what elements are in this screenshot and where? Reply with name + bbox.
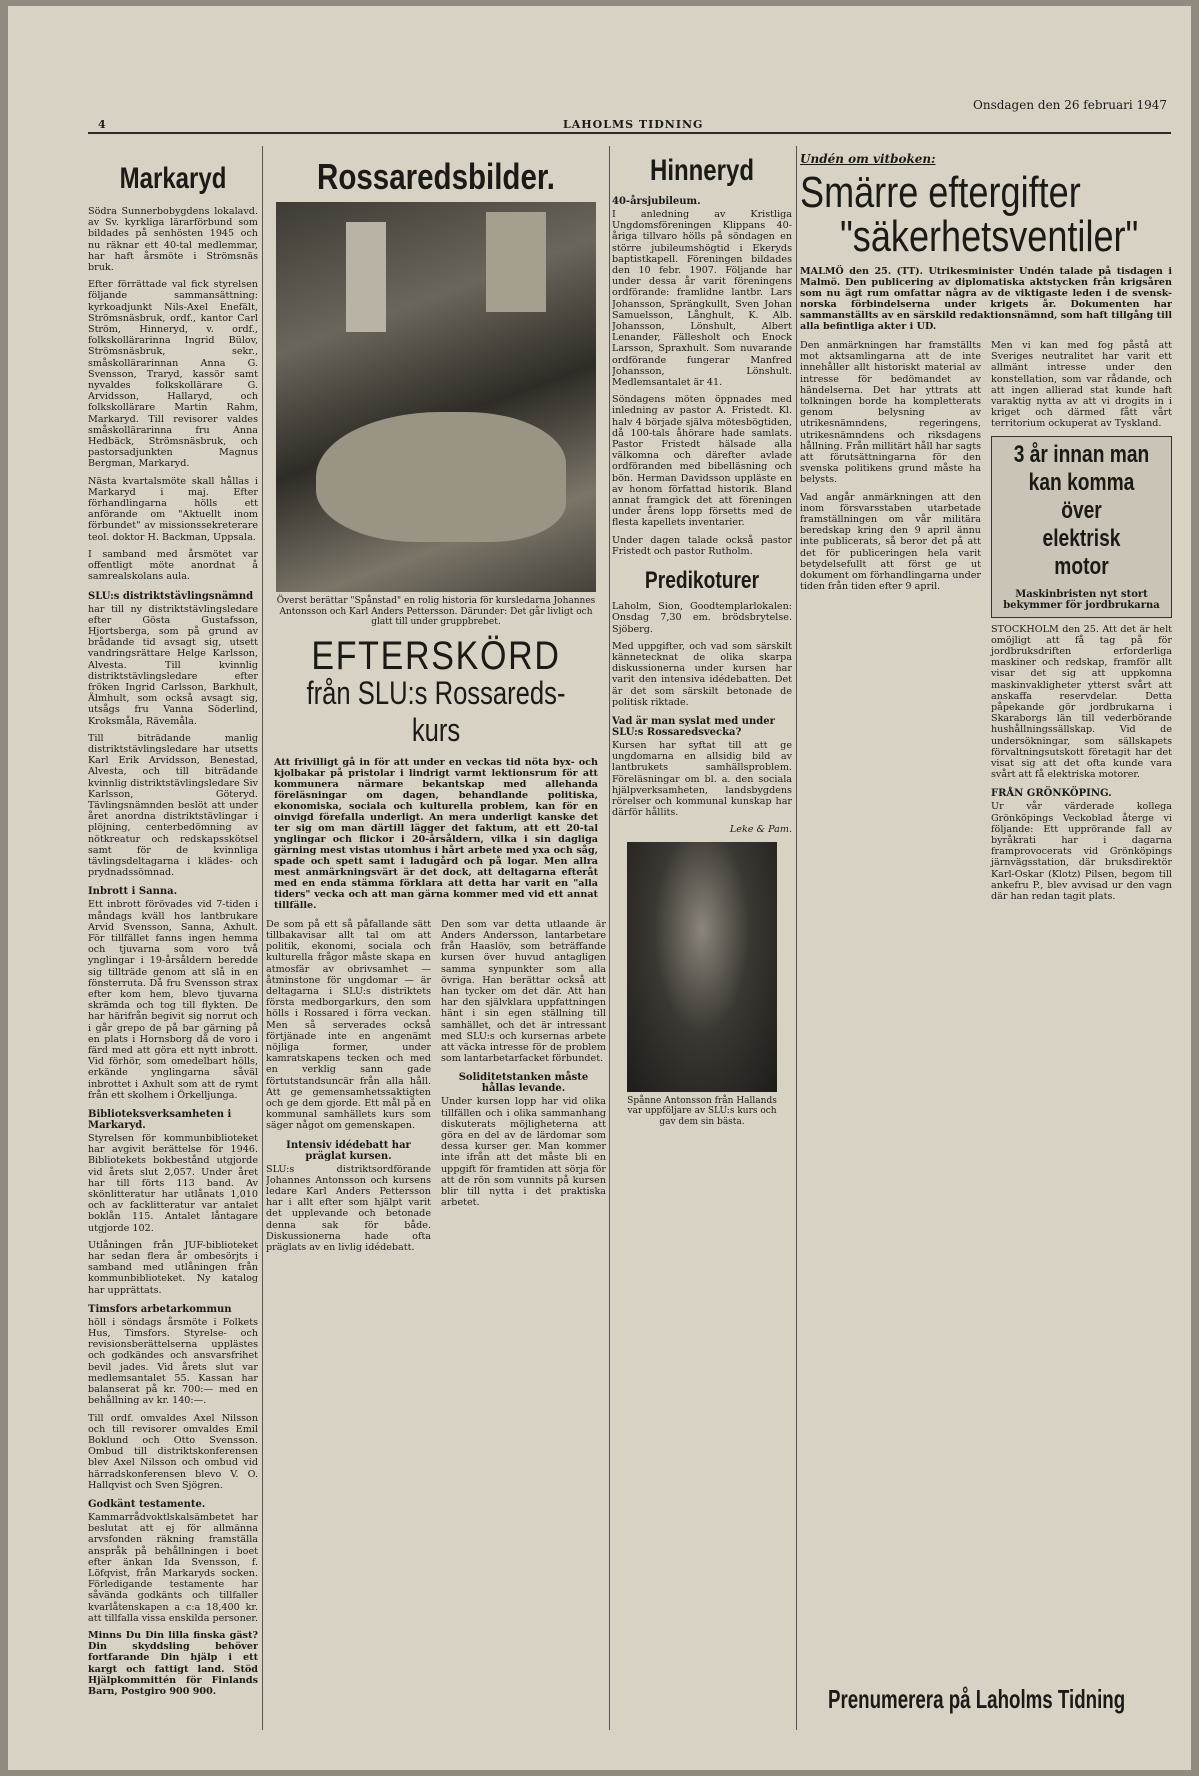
finland-aid-ad: Minns Du Din lilla finska gäst? Din skyddsling behöver fortfarande Din hjälp i ett kargt och fattigt land. Stöd Hjälpkommittén för Finlands Barn, Postgiro 900 900.: [88, 1629, 258, 1697]
motor-headline-1: 3 år innan man: [1013, 440, 1150, 468]
unden-headline-1: Smärre eftergifter: [800, 168, 1081, 217]
markaryd-paragraph: Efter förrättade val fick styrelsen följande sammansättning: kyrkoadjunkt Nils-Axel Enefält, Strömsnäsbruk, ordf., kantor Carl Ström, Hinneryd, v. ordf., folkskollärarinna Ingrid Bülov, Strömsnäsbruk, sekr., småskollärarinnan Anna G. Svensson, Traryd, kassör samt nyvaldes folkskollärare G. Arvidsson, Hallaryd, och folkskollärare Martin Rahm, Markaryd. Till revisorer valdes småskollärarinna fru Anna Hedbäck, Strömsnäsbruk, och pastorsadjunkten Magnus Bergman, Markaryd.: [88, 279, 258, 470]
rossared-column: [266, 146, 606, 1750]
markaryd-paragraph: I samband med årsmötet var offentligt möte anordnat å samrealskolans aula.: [88, 548, 258, 583]
issue-date: Onsdagen den 26 februari 1947: [973, 98, 1168, 112]
hinneryd-paragraph: Kursen har syftat till att ge ungdomarna en allsidig bild av lantbrukets samhällsproblem. Föreläsningar om bl. a. den sociala hjälpverksamheten, landsbygdens rörelser och kommunal kunskap har därför hållits.: [612, 739, 792, 819]
article-paragraph: Den som var detta utlaande är Anders Andersson, lantarbetare från Haaslöv, som beträffande kursen över huvud antagligen samma synpunkter som alla övriga. Han berättar också att han tycker om det där. Att han har den självklara uppfattningen hänt i sin egen ställning till samhället, och det är intressant med SLU:s och kursernas arbete att väcka intresse för de problem som lantarbetarfacket förbundet.: [441, 918, 606, 1065]
markaryd-paragraph: Till biträdande manlig distriktstävlingsledare har utsetts Karl Erik Arvidsson, Benestad, Alvesta, och till biträdande kvinnlig distriktstävlingsledare Siv Karlsson, Göteryd. Tävlingsnämnden beslöt att under året anordna distriktstävlingar i plöjning, centerbedömning av nötkreatur och redskapsskötsel samt för de kvinnliga tävlingsdeltagarna i klädes- och prydnadssömnad.: [88, 732, 258, 879]
photo-window: [346, 222, 386, 332]
markaryd-paragraph: Södra Sunnerbobygdens lokalavd. av Sv. kyrkliga lärarförbund som bildades på senhösten 1945 och nu räknar ett 40-tal medlemmar, har haft årsmöte i Strömsnäs bruk.: [88, 206, 258, 274]
column-rule: [262, 146, 263, 1730]
unden-kicker: Undén om vitboken:: [800, 152, 936, 166]
gronkoping-paragraph: Ur vår värderade kollega Grönköpings Veckoblad återge vi följande: Ett upprörande fall av byråkrati har i dagarna framprovocerats vid Grönköpings järnvägsstation, där bruksdirektör Karl-Oskar (Klotz) Pilsen, begom till ankefru P., blev avvisad ur den vagn där han redan tagit plats.: [991, 801, 1172, 903]
motor-subheadline: Maskinbristen nyt stort bekymmer för jordbrukarna: [1003, 588, 1160, 611]
markaryd-subheading: SLU:s distriktstävlingsnämnd: [88, 590, 254, 602]
photo-window: [486, 212, 546, 312]
markaryd-paragraph: har till ny distriktstävlingsledare efter Gösta Gustafsson, Hjortsberga, som på grund av brådande tid avsagt sig, utsett vandringsrättare Helge Karlsson, Alvesta. Till kvinnlig distriktstävlingsledare efter fröken Ingrid Carlsson, Barkhult, Älmhult, som också avsagt sig, utsågs fru Vanna Söderlind, Kroksmåla, Rävemåla.: [88, 603, 258, 727]
unden-body: [800, 340, 1172, 908]
article-subheading: Soliditetstanken måste hållas levande.: [458, 1072, 589, 1095]
article-subheading: Intensiv idédebatt har präglat kursen.: [286, 1139, 411, 1162]
hinneryd-paragraph: Under dagen talade också pastor Fristedt och pastor Rutholm.: [612, 534, 792, 557]
unden-column: [800, 146, 1172, 1750]
hinneryd-heading: Hinneryd: [649, 154, 755, 187]
motor-headline-2: kan komma över: [1028, 468, 1135, 524]
predikoturer-heading: Predikoturer: [644, 567, 760, 595]
unden-paragraph: Den anmärkningen har framställts mot aktsamlingarna att de inte innehåller allt historiskt material av intresse för bedömandet av händelserna. Det har yttrats att tolkningen borde ha kompletterats genom belysning av utrikesnämndens, regeringens, utrikesnämndens och riksdagens hållning. Från millitärt håll har sagts att förutsättningarna för den svenska politikens grund måste ha belysts.: [800, 340, 981, 486]
markaryd-paragraph: Utlåningen från JUF-biblioteket har sedan flera år ombesörjts i samband med utlåningen från kommunbiblioteket. Ny katalog har upprättats.: [88, 1239, 258, 1296]
efterskord-subheadline: från SLU:s Rossareds-kurs: [306, 674, 566, 748]
portrait-caption: Spånne Antonsson från Hallands var uppföljare av SLU:s kurs och gav dem sin bästa.: [627, 1095, 777, 1127]
photo-caption: Överst berättar "Spånstad" en rolig historia för kursledarna Johannes Antonsson och Karl Anders Pettersson. Därunder: Det går livligt och glatt till under gruppbrebet.: [276, 596, 596, 628]
subscribe-banner: Prenumerera på Laholms Tidning: [828, 1684, 1126, 1714]
photo-credit: Leke & Pam.: [729, 824, 792, 836]
page-number: 4: [98, 118, 106, 131]
rossared-photo: [276, 202, 596, 592]
markaryd-paragraph: Nästa kvartalsmöte skall hållas i Markaryd i maj. Efter förhandlingarna hölls ett anförande om "Aktuellt inom förbundet" av missionssekreterare teol. doktor H. Backman, Uppsala.: [88, 475, 258, 543]
hinneryd-column: [612, 146, 792, 1750]
hinneryd-paragraph: I anledning av Kristliga Ungdomsföreningen Klippans 40-åriga tillvaro hölls på söndagen en större jubileumshögtid i Ekeryds baptistkapell. Föreningen bildades den 10 febr. 1907. Följande har under dessa år varit föreningens ordförande: framlidne lantbr. Lars Johansson, Sprängkullt, Sven Johan Samuelsson, Långhult, K. Alb. Johansson, Lönshult, Albert Lenander, Fällesholt och Enock Larsson, Spraxhult. Som nuvarande ordförande fungerar Manfred Johansson, Lönshult. Medlemsantalet är 41.: [612, 209, 792, 389]
markaryd-paragraph: Ett inbrott förövades vid 7-tiden i måndags kväll hos lantbrukare Arvid Svensson, Sanna, Axhult. För tillfället fanns ingen hemma och tjuvarna som voro två ynglingar i 19-årsåldern beredde sig tillträde genom att slå in en fönsterruta. Då fru Svensson strax efter kom hem, blevo tjuvarna skrämda och tog till flykten. De har härifrån begivit sig norrut och i går grepo de på bar gärning på en plats i Hornsborg då de voro i färd med att göra ett nytt inbrott. Vid förhör, som omedelbart hölls, erkände ynglingarna såväl inbrottet i Axhult som att de rymt från ett skolhem i Örkelljunga.: [88, 899, 258, 1101]
markaryd-subheading: Biblioteksverksamheten i Markaryd.: [88, 1109, 232, 1132]
paper-name: LAHOLMS TIDNING: [563, 118, 704, 131]
top-rule: [88, 132, 1171, 134]
unden-subcolumn: [800, 340, 981, 908]
hinneryd-paragraph: Söndagens möten öppnades med inledning av pastor A. Fristedt. Kl. halv 4 började själva mötesbögtiden, då 100-tals åhörare hade samlats. Pastor Fristedt hälsade alla välkomna och därefter avlade ordföranden med bibelläsning och bön. Herman Davidsson uppläste en av honom författad historik. Bland annat framgick det att föreningen under årens lopp försetts med de flesta kapellets inventarier.: [612, 394, 792, 529]
portrait-photo: [627, 842, 777, 1092]
column-rule: [796, 146, 797, 1730]
gronkoping-heading: FRÅN GRÖNKÖPING.: [991, 788, 1112, 800]
unden-headline-2: "säkerhetsventiler": [840, 212, 1139, 261]
article-paragraph: Under kursen lopp har vid olika tillfällen och i olika sammanhang diskuterats möjligheterna att göra en del av de lärdomar som dessa kurser ger. Man kommer inte ifrån att det måste bli en uppgift för framtiden att sörja för att de rön som vunnits på kursen blir till nytta i det praktiska arbetet.: [441, 1096, 606, 1209]
markaryd-paragraph: Kammarrådvoktlskalsämbetet har beslutat att ej för allmänna arvsfonden räkning framställa anspråk på behållningen i boet efter änkan Ida Svensson, f. Löfqvist, från Markaryds socken. Förledigande testamente har såvända godkänts och tillfaller kvarlåtenskapen a c:a 18,400 kr. att tillfalla vissa enskilda personer.: [88, 1511, 258, 1624]
markaryd-subheading: Godkänt testamente.: [88, 1498, 206, 1510]
article-paragraph: De som på ett så påfallande sätt tillbakavisar allt tal om att politik, ekonomi, sociala och kulturella frågor måste skapa en atmosfär av obrivsamhet — åtminstone för ungdomar — är deltagarna i SLU:s distriktets första medborgarkurs, den som hölls i Rossared i förra veckan. Men så serverades också förtjänade inte en angenämt nöjliga former, under kamratskapens tecken och med en verklig sann gade förtutstandsuncär från alla håll. Att ge gemensamhetssaktigten och ge dem gjorde. Ett mål på en kommunal samhällets kurs som säger något om gemenskapen.: [266, 918, 431, 1132]
article-subcolumn: [441, 919, 606, 1259]
motor-shortage-box: [991, 436, 1172, 618]
hinneryd-subheading: 40-årsjubileum.: [612, 196, 701, 207]
hinneryd-paragraph: Med uppgifter, och vad som särskilt kännetecknat de olika skarpa diskussionerna under kursen har varit den intensiva idédebatten. Det är det som särskilt betonade de politisk riktade.: [612, 640, 792, 708]
motor-headline-3: elektrisk motor: [1042, 524, 1121, 580]
hinneryd-subheading: Vad är man syslat med under SLU:s Rossaredsvecka?: [612, 715, 775, 738]
article-subcolumn: [266, 919, 431, 1259]
article-paragraph: SLU:s distriktsordförande Johannes Antonsson och kursens ledare Karl Anders Pettersson har i allt efter som hjälpt varit det upplevande och betonade denna sak för både. Diskussionerna hade ofta präglats av en livlig idédebatt.: [266, 1163, 431, 1254]
unden-paragraph: Men vi kan med fog påstå att Sveriges neutralitet har varit ett allmänt intresse under den konstellation, som var rådande, och att ingen allierad stat kunde haft varaktig nytta av att vi drogits in i kriget och därmed fått vårt territorium ockuperat av Tyskland.: [991, 340, 1172, 430]
markaryd-paragraph: Styrelsen för kommunbiblioteket har avgivit berättelse för 1946. Bibliotekets bokbestånd utgjorde vid årets slut 2,057. Under året har till förts 113 band. Av skönlitteratur har utlånats 1,010 och av facklitteratur var antalet boklån 115. Antalet låntagare utgjorde 102.: [88, 1133, 258, 1234]
article-lead: Att frivilligt gå in för att under en veckas tid nöta byx- och kjolbakar på pristolar i lindrigt varmt lektionsrum för att kommunera närmare bekantskap med allehanda föreläsningar om dagen, behandlande politiska, ekonomiska, sociala och kulturella problem, kan för en oinvigd förefalla underligt. An mera underligt kanske det ter sig om man därtill lägger det faktum, att ett 20-tal ynglingar och flickor i 20-årsåldern, vilka i sin dagliga gärning mest vistas utomhus i hårt arbete med yxa och såg, spade och spett samt i ladugård och på logar. Men allra mest anmärkningsvärt är det dock, att deltagarna efteråt med en enda stämma förklara att detta har varit en "alla tiders" vecka och att man gärna kommer med vid ett annat tillfälle.: [274, 756, 598, 911]
markaryd-subheading: Inbrott i Sanna.: [88, 886, 178, 898]
markaryd-paragraph: Till ordf. omvaldes Axel Nilsson och till revisorer omvaldes Emil Boklund och Otto Svensson. Ombud till distriktskonferensen blev Axel Nilsson och ombud vid härradskonferensen blevo V. O. Hallqvist och Sven Sjögren.: [88, 1412, 258, 1491]
unden-subcolumn: [991, 340, 1172, 908]
markaryd-column: [88, 146, 258, 1750]
photo-table: [316, 412, 566, 542]
markaryd-heading: Markaryd: [119, 162, 227, 195]
predikoturer-text: Laholm, Sion, Goodtemplarlokalen: Onsdag 7,30 em. brödsbrytelse. Sjöberg.: [612, 601, 792, 635]
newspaper-page: [8, 6, 1191, 1770]
markaryd-paragraph: höll i söndags årsmöte i Folkets Hus, Timsfors. Styrelse- och revisionsberättelserna upplästes och godkändes och ansvarsfrihet bevil jades. Vid årets slut var medlemsantalet 55. Kassan har balanserat på kr. 700:— med en behållning av kr. 140:—.: [88, 1316, 258, 1407]
rossared-heading: Rossaredsbilder.: [317, 156, 555, 197]
motor-paragraph: STOCKHOLM den 25. Att det är helt omöjligt att få tag på för jordbruksdriften erforderliga maskiner och redskap, framför allt visar det sig att uppkomna maskinvakligheter ytterst svårt att anskaffa reservdelar. Detta påpekande gör jordbrukarna i Skaraborgs län till vederbörande hushållningssällskap. Vid de undersökningar, som sällskapets förvaltningsutskott företagit har det visat sig att det ofta kunde vara svårt att få elektriska motorer.: [991, 623, 1172, 781]
article-body: [266, 919, 606, 1259]
efterskord-headline: EFTERSKÖRD: [311, 633, 561, 678]
markaryd-subheading: Timsfors arbetarkommun: [88, 1303, 232, 1315]
column-rule: [609, 146, 610, 1730]
unden-paragraph: Vad angår anmärkningen att den inom försvarsstaben utarbetade framställningen om vår militära beredskap kring den 9 april ännu inte publicerats, så beror det på att det för publiceringen hela varit betydelsefullt att först ge ut dokument om förhandlingarna under tiden från tiden efter 9 april.: [800, 491, 981, 593]
unden-lead: MALMÖ den 25. (TT). Utrikesminister Undén talade på tisdagen i Malmö. Den publicering av diplomatiska aktstycken från krigsåren som nu ägt rum omfattar några av de viktigaste leden i de svensk-norska förbindelserna under krigets år. Dokumenten har sammanställts av en särskild redaktionsnämnd, som haft tillgång till alla befintliga akter i UD.: [800, 266, 1172, 332]
